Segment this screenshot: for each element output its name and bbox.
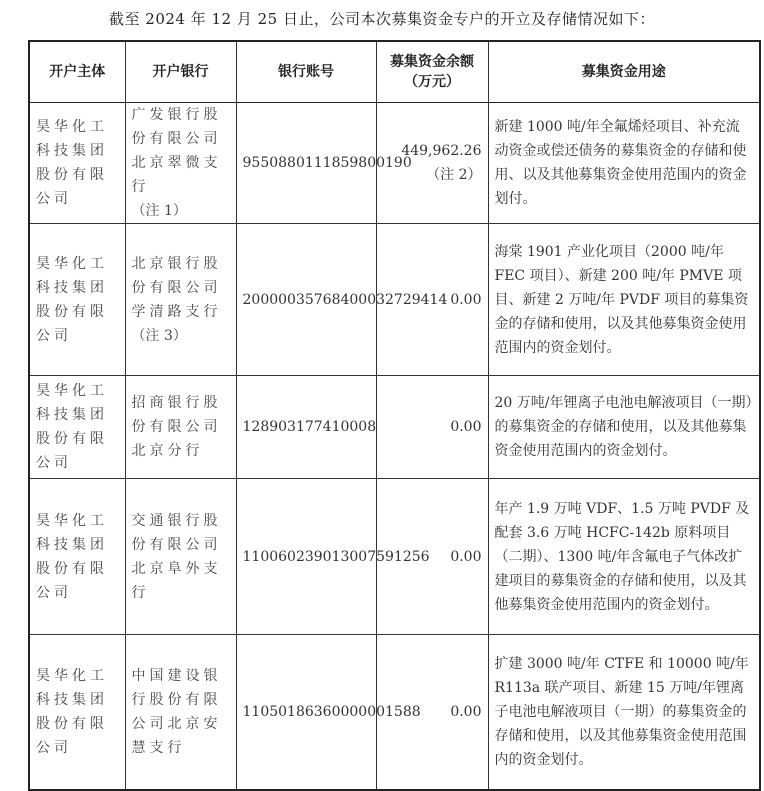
table-row — [29, 635, 760, 790]
balance-value: 0.00 — [450, 548, 482, 565]
table-row — [29, 224, 760, 376]
entity-cell: 昊华化工科技集团股份有限公司 — [29, 103, 125, 224]
bank-name: 招商银行股份有限公司北京分行 — [131, 395, 222, 459]
bank-cell — [125, 635, 236, 790]
balance-cell — [376, 376, 488, 479]
header-account: 银行账号 — [236, 41, 376, 103]
account-cell: 11050186360000001588 — [236, 635, 376, 790]
bank-cell — [125, 224, 236, 376]
account-cell: 20000035768400032729414 — [236, 224, 376, 376]
use-cell: 新建 1000 吨/年全氟烯烃项目、补充流动资金或偿还债务的募集资金的存储和使用、以及其他募集资金使用范围内的资金划付。 — [488, 103, 760, 224]
balance-value: 0.00 — [450, 703, 482, 720]
balance-value: 449,962.26 — [401, 143, 482, 159]
entity-cell: 昊华化工科技集团股份有限公司 — [29, 376, 125, 479]
entity-cell: 昊华化工科技集团股份有限公司 — [29, 479, 125, 635]
use-cell: 扩建 3000 吨/年 CTFE 和 10000 吨/年 R113a 联产项目、新建 15 万吨/年锂离子电池电解液项目（一期）的募集资金的存储和使用，以及其他募集资金使用范围内的资金划付。 — [488, 635, 760, 790]
bank-note: （注 3） — [131, 327, 187, 344]
bank-name: 北京银行股份有限公司学清路支行 — [131, 255, 222, 320]
use-cell: 海棠 1901 产业化项目（2000 吨/年 FEC 项目）、新建 200 吨/年 PMVE 项目、新建 2 万吨/年 PVDF 项目的募集资金的存储和使用，以及其他募集资金使用范围内的资金划付。 — [488, 224, 760, 376]
intro-text: 截至 2024 年 12 月 25 日止，公司本次募集资金专户的开立及存储情况如下： — [109, 10, 655, 28]
header-balance: 募集资金余额（万元） — [376, 41, 488, 103]
entity-cell: 昊华化工科技集团股份有限公司 — [29, 635, 125, 790]
bank-note: （注 1） — [131, 203, 187, 219]
header-entity: 开户主体 — [29, 41, 125, 103]
header-bank: 开户银行 — [125, 41, 236, 103]
table-header-row — [29, 41, 760, 103]
account-cell: 9550880111859800190 — [236, 103, 376, 224]
balance-value: 0.00 — [450, 419, 482, 435]
fund-accounts-table — [28, 40, 761, 791]
bank-cell — [125, 479, 236, 635]
table-row — [29, 376, 760, 479]
header-use: 募集资金用途 — [488, 41, 760, 103]
bank-name: 广发银行股份有限公司北京翠微支行 — [131, 107, 222, 195]
bank-name: 交通银行股份有限公司北京阜外支行 — [131, 512, 222, 601]
use-cell: 20 万吨/年锂离子电池电解液项目（一期）的募集资金的存储和使用，以及其他募集资金使用范围内的资金划付。 — [488, 376, 760, 479]
bank-cell — [125, 376, 236, 479]
bank-name: 中国建设银行股份有限公司北京安慧支行 — [131, 667, 222, 756]
account-cell: 110060239013007591256 — [236, 479, 376, 635]
account-cell: 128903177410008 — [236, 376, 376, 479]
table-row — [29, 103, 760, 224]
balance-value: 0.00 — [450, 291, 482, 308]
entity-cell: 昊华化工科技集团股份有限公司 — [29, 224, 125, 376]
table-row — [29, 479, 760, 635]
bank-cell — [125, 103, 236, 224]
balance-note: （注 2） — [426, 167, 482, 183]
use-cell: 年产 1.9 万吨 VDF、1.5 万吨 PVDF 及配套 3.6 万吨 HCFC-142b 原料项目（二期）、1300 吨/年含氟电子气体改扩建项目的募集资金的存储和使用，以及其他募集资金使用范围内的资金划付。 — [488, 479, 760, 635]
